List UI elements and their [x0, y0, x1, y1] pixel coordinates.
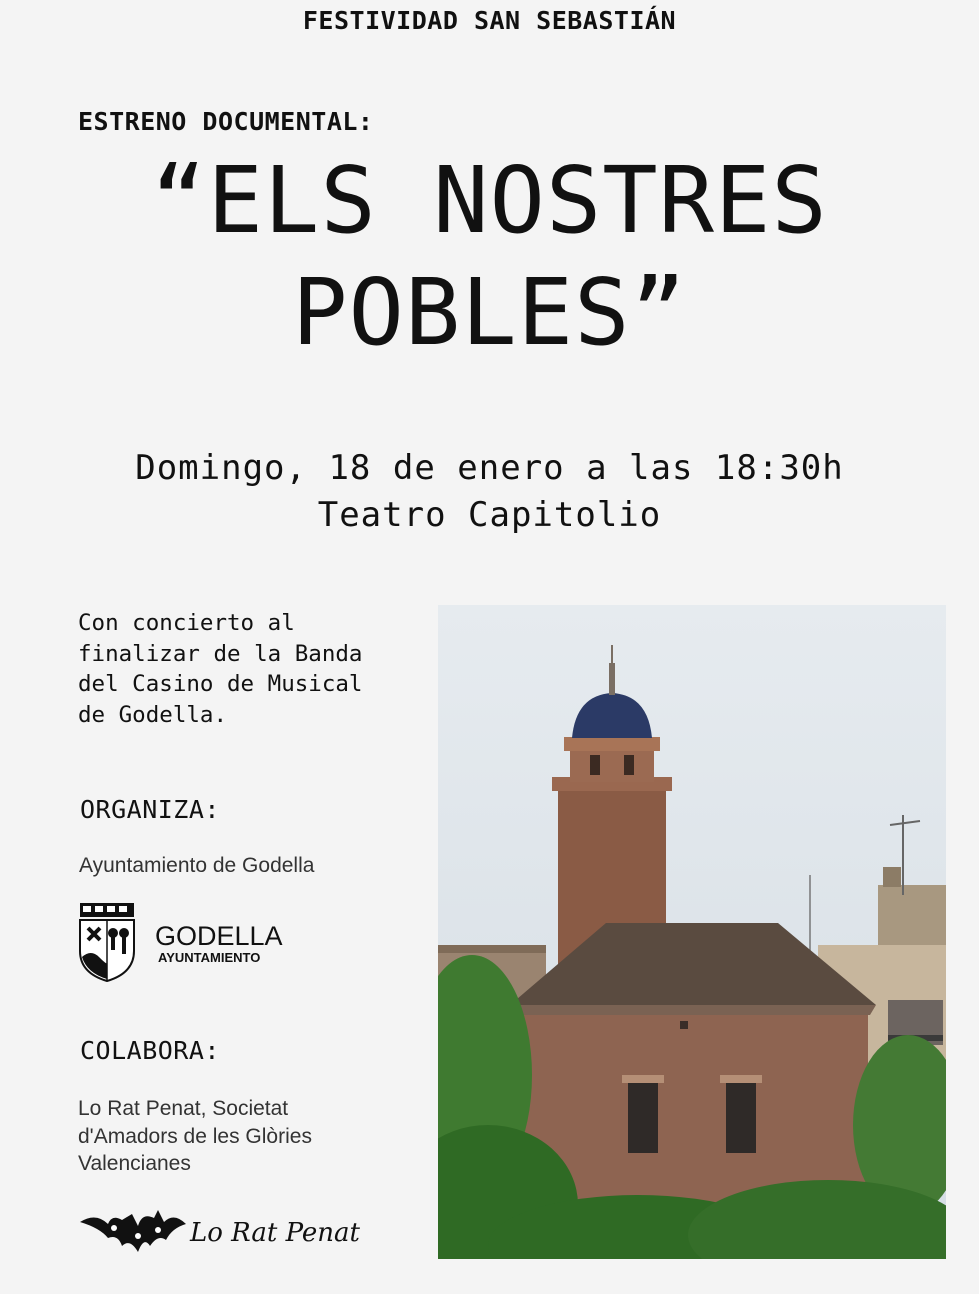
organizer-name: Ayuntamiento de Godella	[79, 854, 315, 877]
colabora-heading: COLABORA:	[80, 1036, 220, 1065]
church-tower-photo	[438, 605, 946, 1259]
godella-logo-name: GODELLA	[155, 921, 283, 951]
concert-line: de Godella.	[78, 701, 228, 728]
premiere-label: ESTRENO DOCUMENTAL:	[78, 107, 374, 136]
festival-title: FESTIVIDAD SAN SEBASTIÁN	[302, 6, 677, 35]
event-date: Domingo, 18 de enero a las 18:30h	[135, 448, 844, 488]
concert-note	[78, 608, 418, 730]
organiza-heading: ORGANIZA:	[80, 795, 220, 824]
concert-line: Con concierto al	[78, 610, 295, 636]
event-venue: Teatro Capitolio	[317, 495, 662, 535]
collaborator-name	[78, 1095, 408, 1178]
crown-icon	[80, 903, 134, 917]
documentary-title-line2: POBLES”	[292, 259, 687, 366]
documentary-title-line1: “ELS NOSTRES	[151, 147, 828, 254]
lo-rat-penat-logo-text: Lo Rat Penat	[190, 1218, 360, 1248]
concert-line: del Casino de Musical	[78, 671, 363, 697]
godella-logo-sub: AYUNTAMIENTO	[158, 950, 261, 965]
collaborator-line: Lo Rat Penat, Societat	[78, 1097, 289, 1120]
collaborator-line: Valencianes	[78, 1152, 191, 1175]
concert-line: finalizar de la Banda	[78, 640, 363, 667]
collaborator-line: d'Amadors de les Glòries	[78, 1124, 312, 1148]
